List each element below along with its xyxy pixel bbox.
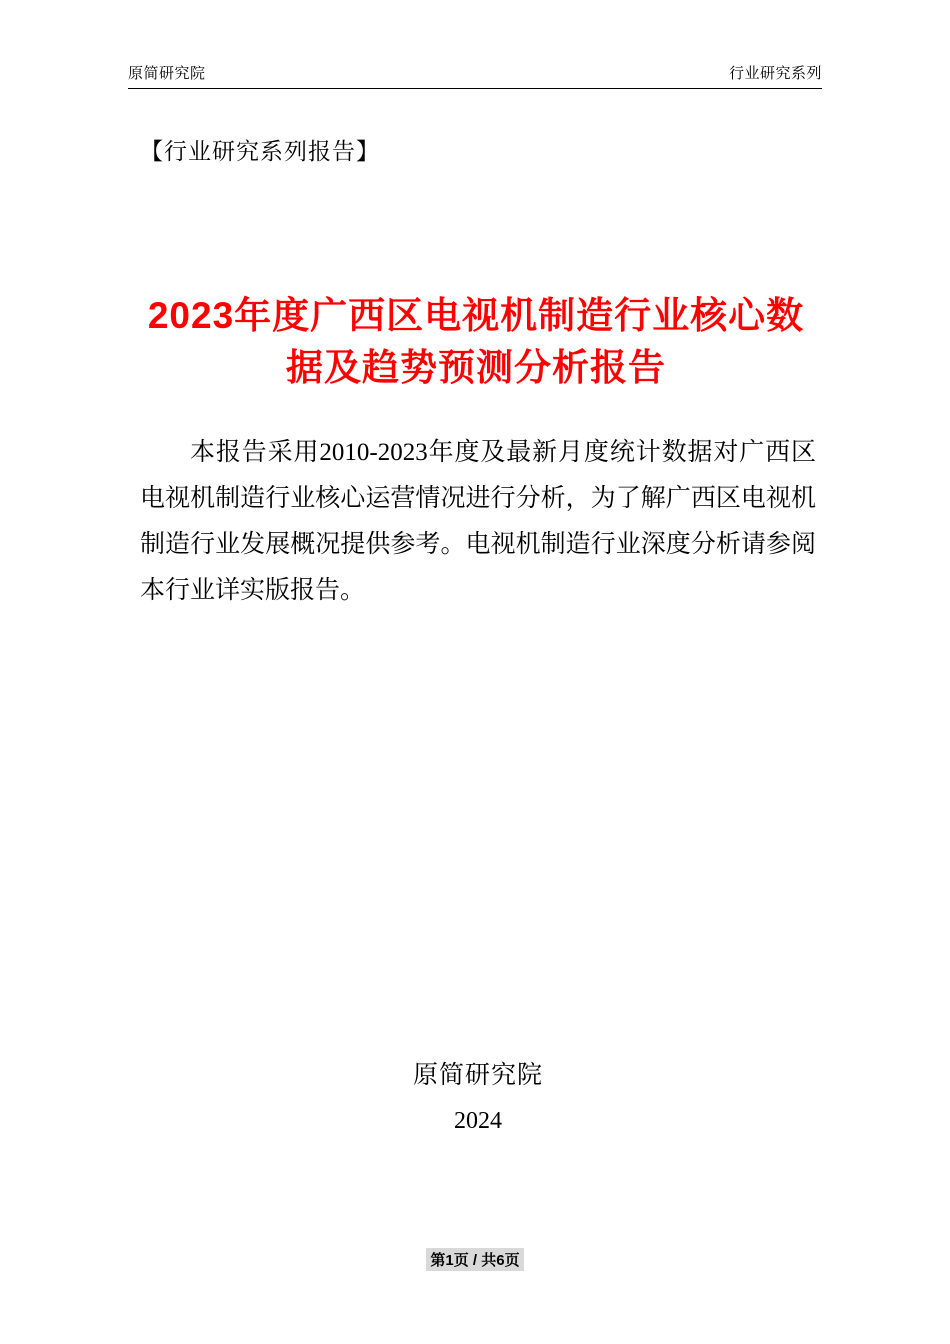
header-publisher: 原简研究院 (128, 65, 206, 82)
page-number (0, 1248, 950, 1271)
series-tag: 【行业研究系列报告】 (140, 139, 380, 164)
running-header (128, 62, 822, 89)
header-series: 行业研究系列 (728, 65, 822, 82)
page-title: 2023年度广西区电视机制造行业核心数据及趋势预测分析报告 (147, 295, 805, 388)
abstract-paragraph: 本报告采用2010-2023年度及最新月度统计数据对广西区电视机制造行业核心运营情况进行分析，为了解广西区电视机制造行业发展概况提供参考。电视机制造行业深度分析请参阅本行业详实版报告。 (140, 439, 816, 604)
publisher-name: 原简研究院 (412, 1062, 543, 1089)
publication-year: 2024 (454, 1108, 502, 1134)
page-number-label: 第1页 / 共6页 (426, 1248, 523, 1271)
